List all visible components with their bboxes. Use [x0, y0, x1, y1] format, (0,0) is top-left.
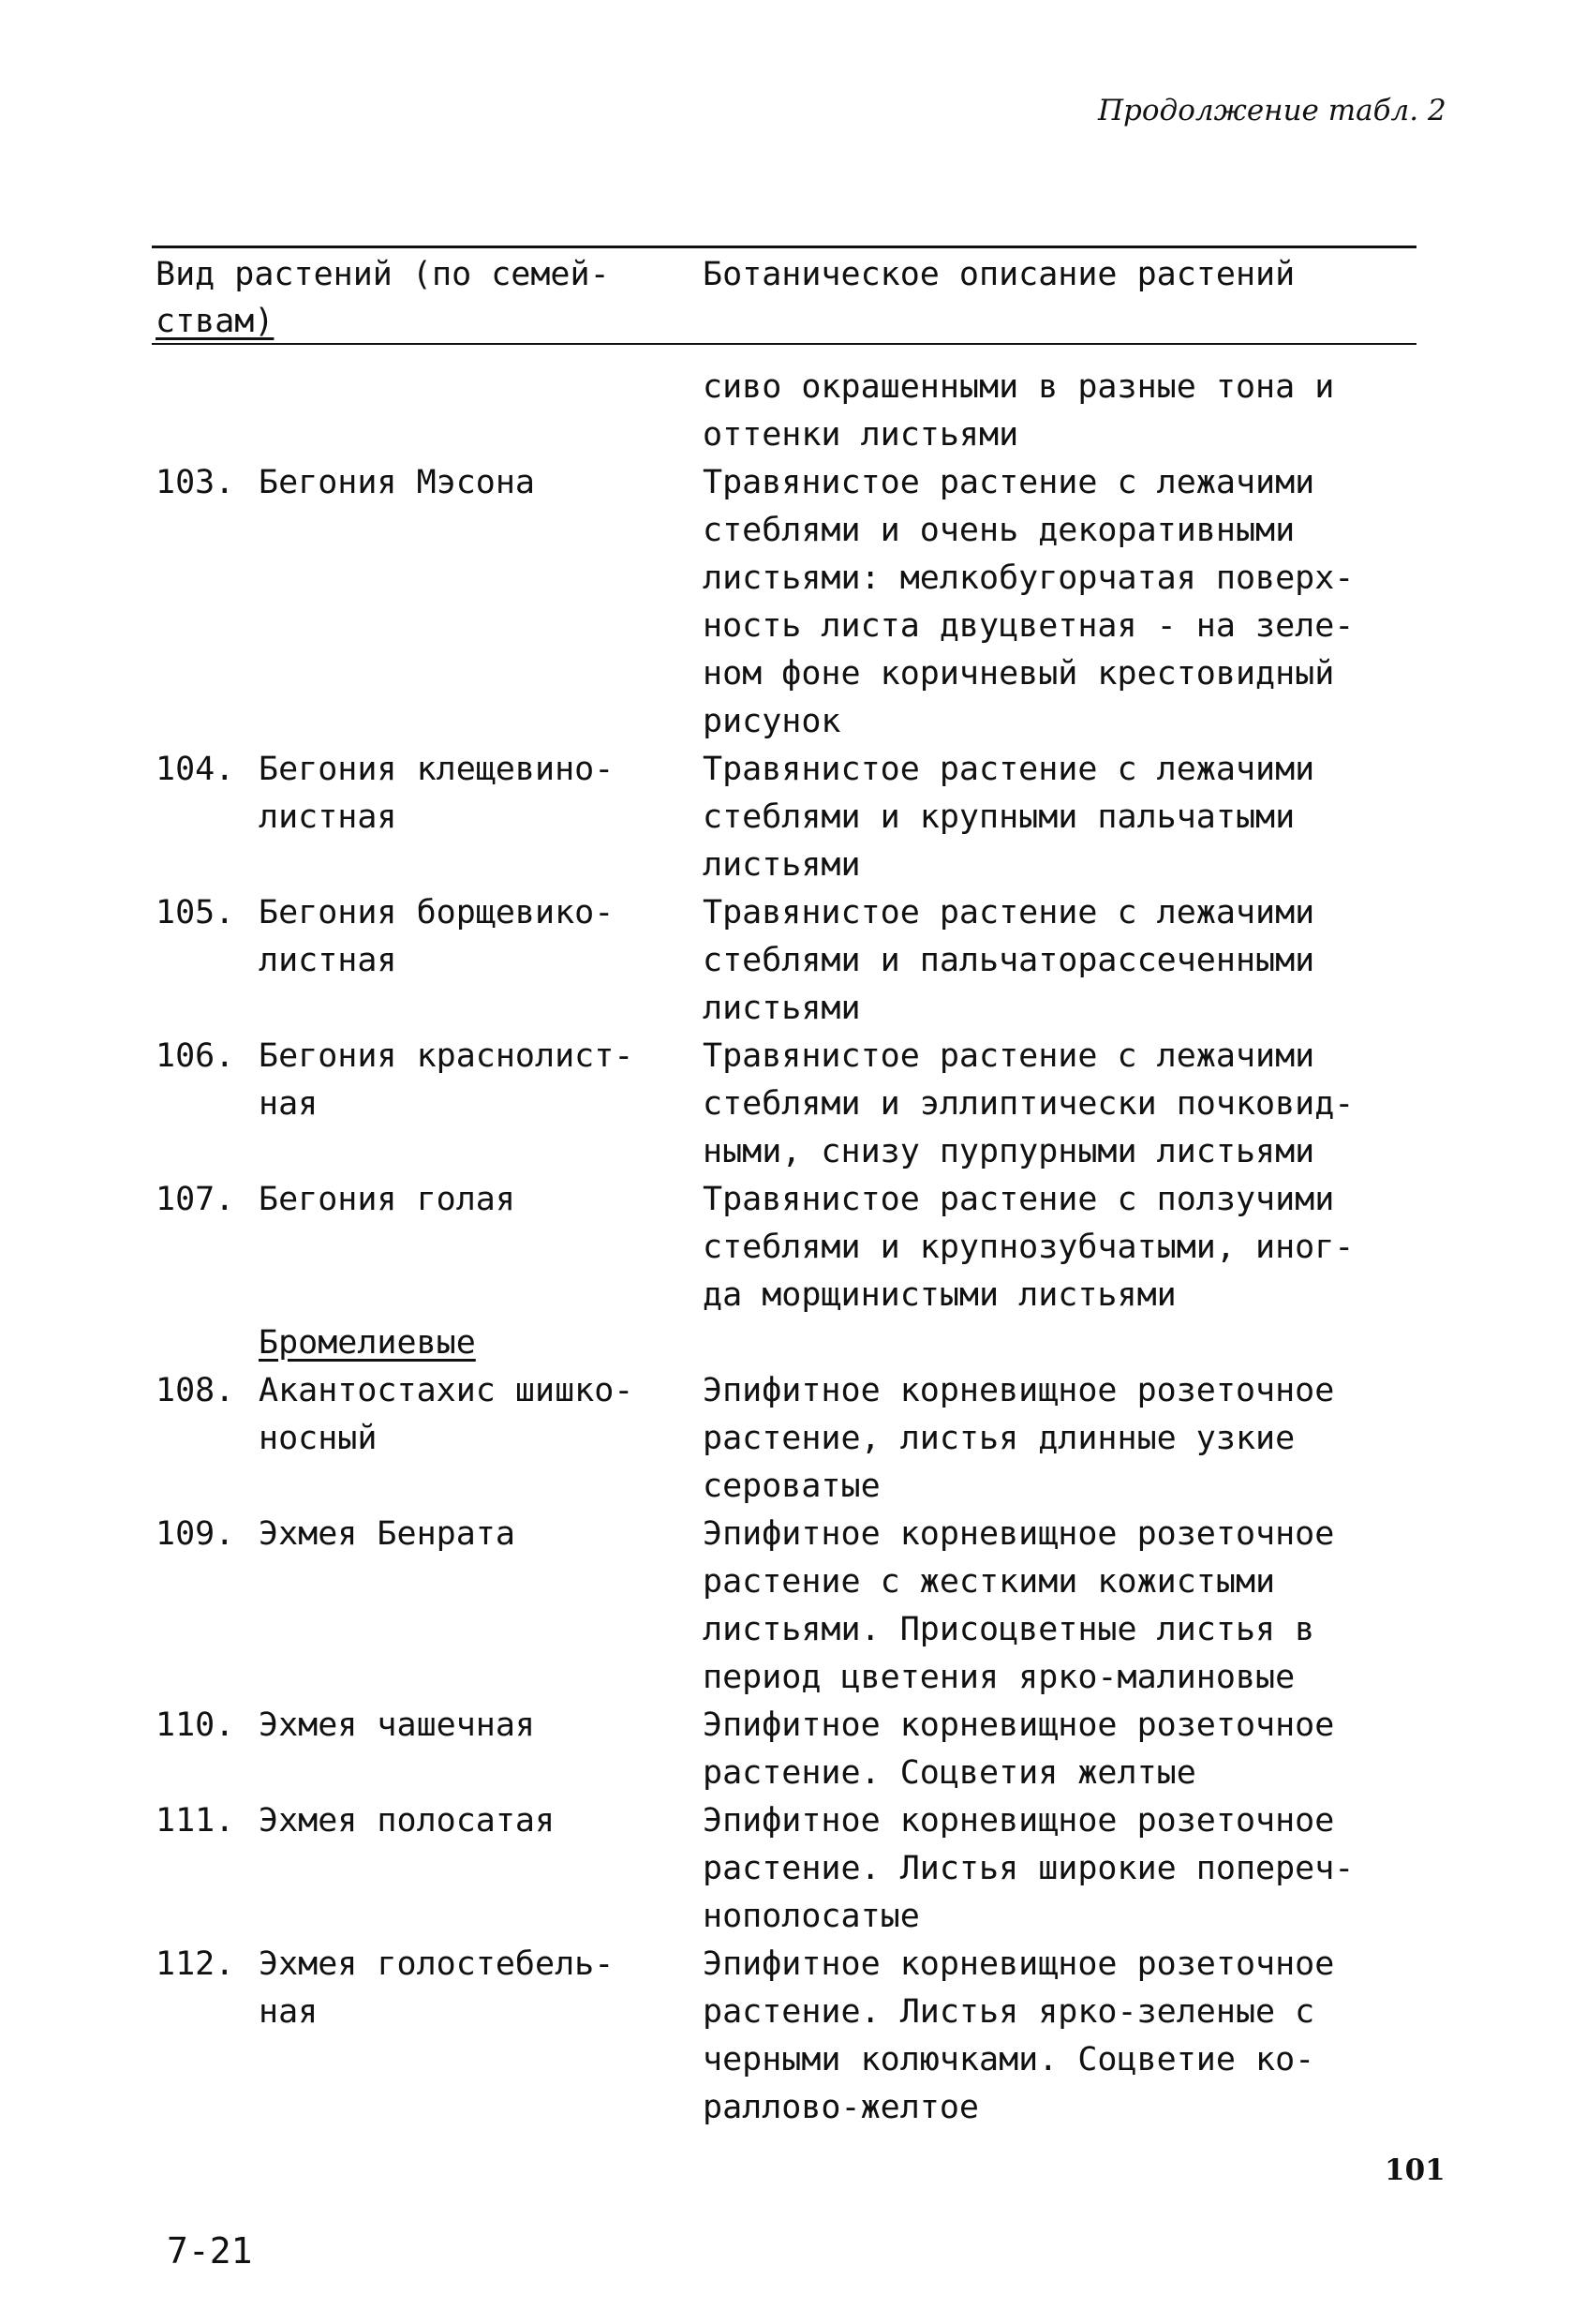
species-name-line: Бегония краснолист- [259, 1037, 634, 1075]
species-name-line: листная [259, 942, 397, 979]
species-name [259, 1367, 703, 1511]
species-name-line: Бегония борщевико- [259, 894, 615, 931]
species-description [703, 1941, 1430, 2132]
signature-mark: 7-21 [167, 2230, 253, 2272]
carryover-row [156, 364, 1430, 459]
description-line: раллово-желтое [703, 2089, 980, 2126]
table-row [156, 1797, 1430, 1941]
description-line: растение. Листья ярко-зеленые с [703, 1993, 1315, 2031]
species-name [259, 1176, 703, 1319]
description-line: Травянистое растение с лежачими [703, 1037, 1315, 1075]
row-number: 104. [156, 751, 235, 788]
species-name [259, 1511, 703, 1702]
description-line: Эпифитное корневищное розеточное [703, 1706, 1335, 1744]
description-line: стеблями и крупными пальчатыми [703, 798, 1296, 836]
row-number: 108. [156, 1372, 235, 1409]
species-name-line: Эхмея полосатая [259, 1802, 556, 1840]
description-line: листьями. Присоцветные листья в [703, 1611, 1315, 1648]
description-line: период цветения ярко-малиновые [703, 1659, 1296, 1696]
description-line: растение. Соцветия желтые [703, 1754, 1196, 1792]
species-name [259, 1702, 703, 1797]
species-description [703, 1797, 1430, 1941]
row-number: 106. [156, 1037, 235, 1075]
description-line: листьями: мелкобугорчатая поверх- [703, 559, 1355, 597]
description-line: растение. Листья широкие попереч- [703, 1850, 1355, 1887]
description-line: ном фоне коричневый крестовидный [703, 655, 1335, 693]
table-body [156, 364, 1430, 2132]
description-line: листьями [703, 846, 861, 884]
column-header-species [156, 251, 680, 345]
species-name [259, 1033, 703, 1176]
species-name [259, 1797, 703, 1941]
row-number: 110. [156, 1706, 235, 1744]
description-line: растение, листья длинные узкие [703, 1420, 1296, 1457]
column-header-species-line1: Вид растений (по семей- [156, 256, 610, 293]
species-name-line: Эхмея Бенрата [259, 1515, 515, 1553]
row-number: 111. [156, 1802, 235, 1840]
description-line: Травянистое растение с лежачими [703, 751, 1315, 788]
species-description [703, 1033, 1430, 1176]
begonia-rows [156, 459, 1430, 1319]
species-description [703, 746, 1430, 889]
species-name-line: Эхмея голостебель- [259, 1945, 615, 1983]
description-line: стеблями и эллиптически почковид- [703, 1085, 1355, 1123]
description-line: сиво окрашенными в разные тона и [703, 368, 1335, 406]
species-description [703, 1702, 1430, 1797]
table-row [156, 1511, 1430, 1702]
species-name-line: ная [259, 1085, 319, 1123]
table-row [156, 1702, 1430, 1797]
page-number: 101 [1385, 2153, 1446, 2187]
row-number: 103. [156, 464, 235, 501]
species-name [259, 459, 703, 746]
species-description [703, 459, 1430, 746]
bromeliad-rows [156, 1367, 1430, 2132]
description-line: Травянистое растение с лежачими [703, 894, 1315, 931]
description-line: ными, снизу пурпурными листьями [703, 1133, 1315, 1170]
species-description [703, 889, 1430, 1033]
species-name-line: Бегония голая [259, 1181, 515, 1218]
table-row [156, 1941, 1430, 2132]
species-name-line: носный [259, 1420, 378, 1457]
family-heading: Бромелиевые [259, 1324, 476, 1362]
description-line: сероватые [703, 1467, 881, 1505]
description-line: Эпифитное корневищное розеточное [703, 1945, 1335, 1983]
table-row [156, 746, 1430, 889]
description-line: оттенки листьями [703, 416, 1019, 454]
description-line: стеблями и очень декоративными [703, 512, 1296, 549]
continuation-label: Продолжение табл. 2 [1098, 94, 1446, 127]
description-line: ность листа двуцветная - на зеле- [703, 607, 1355, 645]
table-row [156, 889, 1430, 1033]
carryover-description [703, 364, 1430, 459]
species-description [703, 1176, 1430, 1319]
description-line: рисунок [703, 703, 841, 740]
description-line: растение с жесткими кожистыми [703, 1563, 1276, 1601]
row-number: 112. [156, 1945, 235, 1983]
species-description [703, 1511, 1430, 1702]
row-number: 105. [156, 894, 235, 931]
description-line: Эпифитное корневищное розеточное [703, 1372, 1335, 1409]
table-row [156, 1033, 1430, 1176]
species-name-line: Акантостахис шишко- [259, 1372, 634, 1409]
description-line: Эпифитное корневищное розеточное [703, 1802, 1335, 1840]
table-top-rule [152, 246, 1416, 248]
description-line: стеблями и пальчаторассеченными [703, 942, 1315, 979]
description-line: листьями [703, 990, 861, 1027]
species-name-line: Бегония клещевино- [259, 751, 615, 788]
table-row [156, 459, 1430, 746]
species-description [703, 1367, 1430, 1511]
description-line: нополосатые [703, 1898, 920, 1935]
description-line: Травянистое растение с ползучими [703, 1181, 1335, 1218]
table-row [156, 1367, 1430, 1511]
description-line: да морщинистыми листьями [703, 1276, 1177, 1314]
description-line: стеблями и крупнозубчатыми, иног- [703, 1229, 1355, 1266]
row-number: 107. [156, 1181, 235, 1218]
species-name [259, 1941, 703, 2132]
table-row [156, 1176, 1430, 1319]
description-line: Эпифитное корневищное розеточное [703, 1515, 1335, 1553]
species-name-line: Бегония Мэсона [259, 464, 536, 501]
description-line: Травянистое растение с лежачими [703, 464, 1315, 501]
species-name-line: ная [259, 1993, 319, 2031]
column-header-species-line2: ствам) [156, 303, 274, 340]
species-name-line: Эхмея чашечная [259, 1706, 536, 1744]
description-line: черными колючками. Соцветие ко- [703, 2041, 1315, 2078]
column-header-description: Ботаническое описание растений [703, 256, 1296, 293]
row-number: 109. [156, 1515, 235, 1553]
header-bottom-rule [152, 343, 1416, 345]
species-name [259, 889, 703, 1033]
species-name [259, 746, 703, 889]
species-name-line: листная [259, 798, 397, 836]
